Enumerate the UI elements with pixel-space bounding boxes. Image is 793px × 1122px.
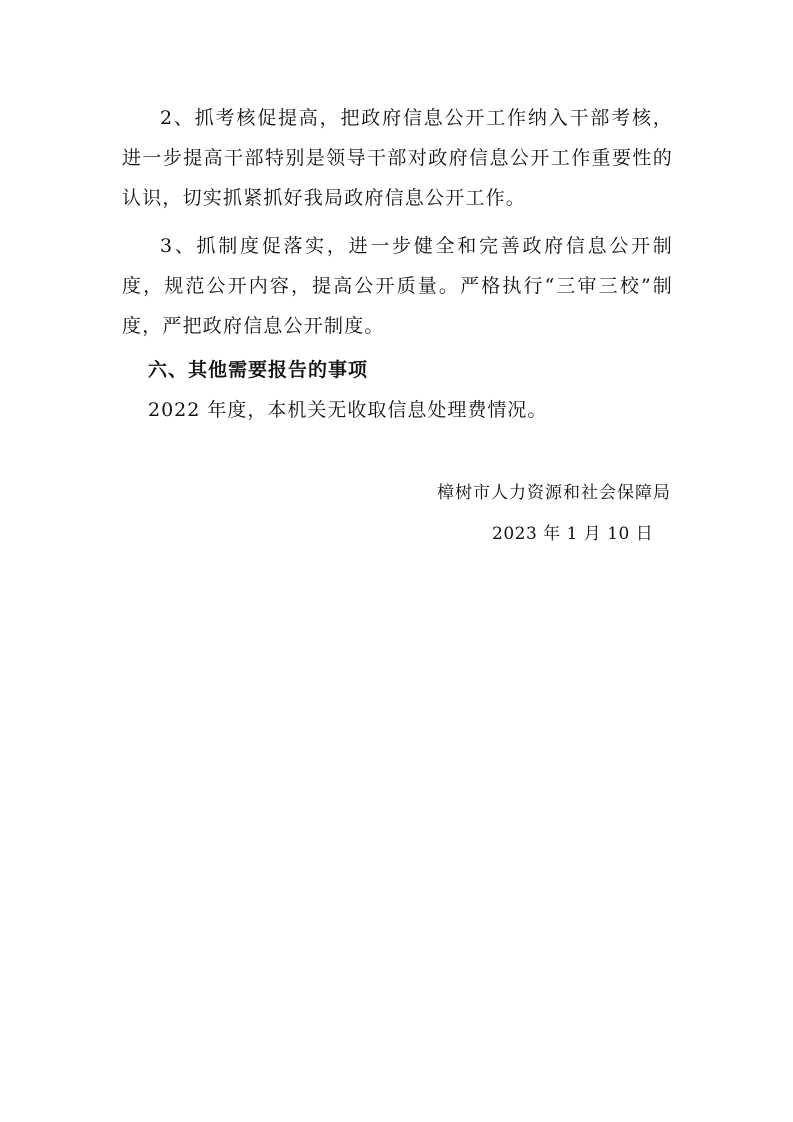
section-text: 2022 年度，本机关无收取信息处理费情况。	[148, 399, 548, 421]
signature-date: 2023 年 1 月 10 日	[492, 524, 654, 544]
paragraph-system: 3、抓制度促落实，进一步健全和完善政府信息公开制度，规范公开内容，提高公开质量。严格执行“三审三校”制度，严把政府信息公开制度。	[122, 235, 673, 337]
paragraph-assessment: 2、抓考核促提高，把政府信息公开工作纳入干部考核，进一步提高干部特别是领导干部对政府信息公开工作重要性的认识，切实抓紧抓好我局政府信息公开工作。	[122, 107, 673, 209]
section-heading: 六、其他需要报告的事项	[148, 359, 369, 381]
signature-organization: 樟树市人力资源和社会保障局	[437, 483, 671, 503]
